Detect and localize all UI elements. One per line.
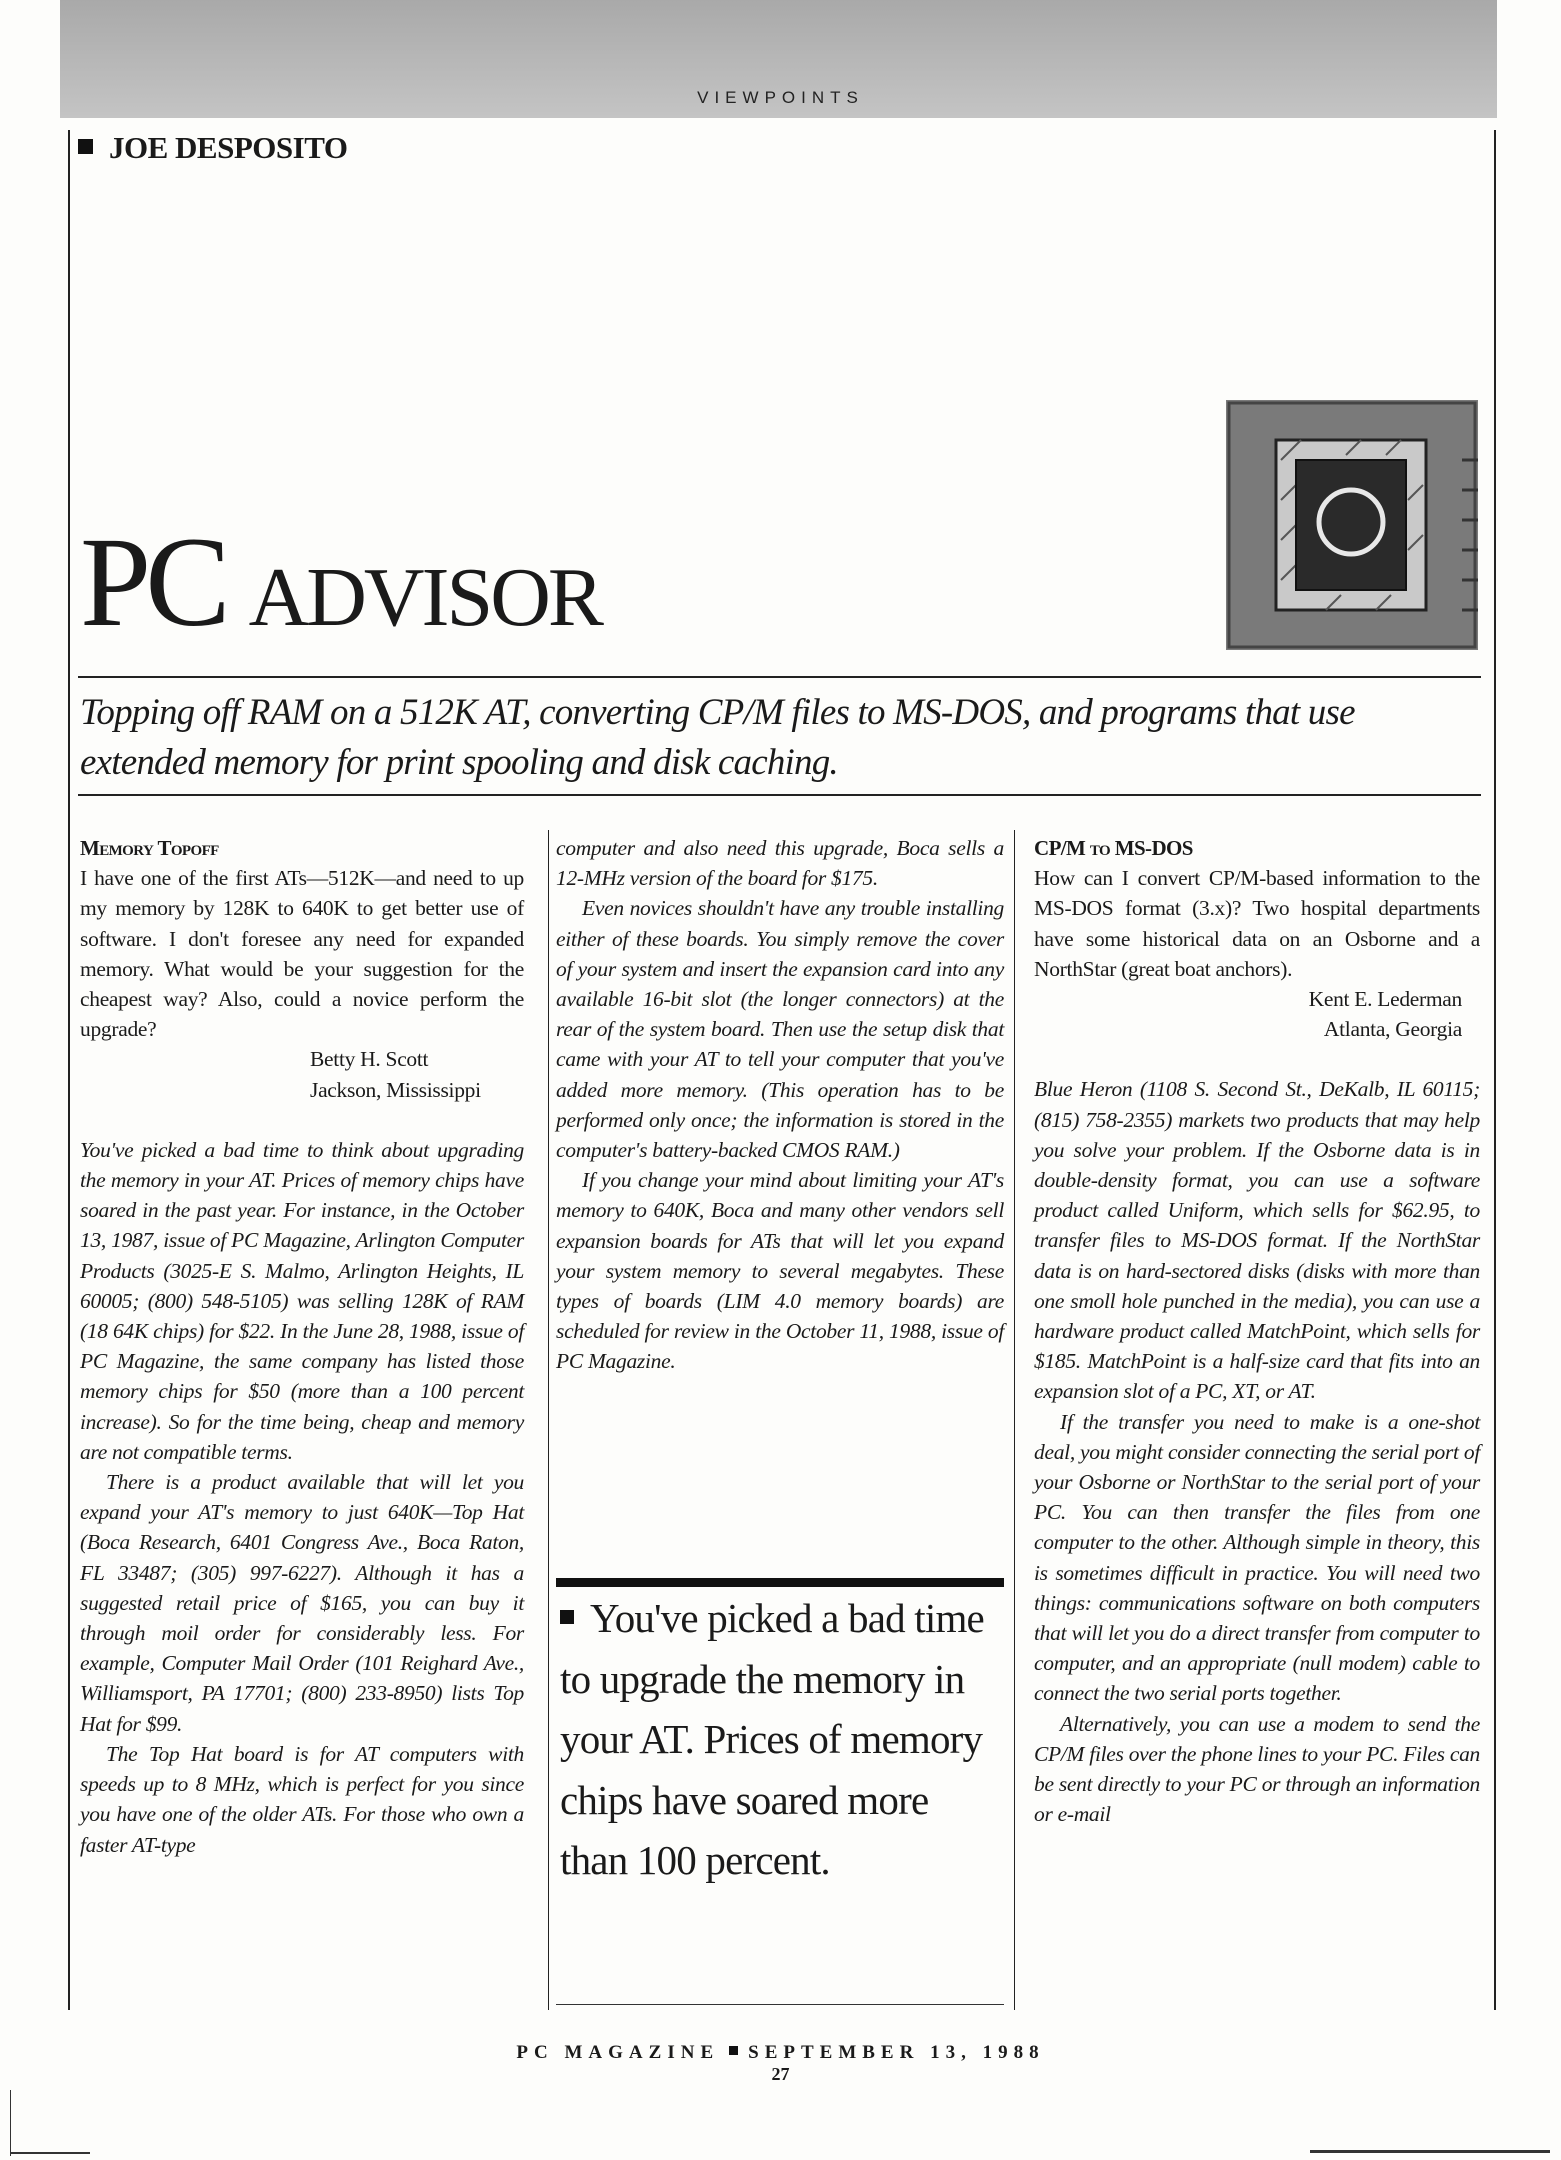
page-title [80, 511, 601, 653]
column-1 [80, 833, 524, 1860]
column-3 [1034, 833, 1480, 1830]
column-divider [1014, 830, 1015, 2010]
crop-mark [10, 2090, 11, 2156]
column-divider [548, 830, 549, 2010]
pullquote: You've picked a bad time to upgrade the memory in your AT. Prices of memory chips have soared more than 100 percent. [560, 1595, 984, 1883]
right-rule [1494, 130, 1496, 2010]
signature-name: Betty H. Scott [310, 1047, 429, 1072]
signature-name: Kent E. Lederman [1308, 987, 1462, 1012]
reader-question: I have one of the first ATs—512K—and need to up my memory by 128K to 640K to get better use of software. I don't foresee any need for expanded memory. What would be your suggestion for the cheapest way? Also, could a novice perform the upgrade? [80, 866, 524, 1042]
answer-paragraph: Blue Heron (1108 S. Second St., DeKalb, IL 60115; (815) 758-2355) markets two products that may help you solve your problem. If the Osborne data is in double-density format, you can use a software product called Uniform, which sells for $62.95, to transfer files to MS-DOS format. If the NorthStar data is on hard-sectored disks (disks with more than one smoll hole punched in the media), you can use a hardware product called MatchPoint, which sells for $185. MatchPoint is a half-size card that fits into an expansion slot of a PC, XT, or AT. [1034, 1077, 1480, 1404]
answer-paragraph: Even novices shouldn't have any trouble installing either of these boards. You simply remove the cover of your system and insert the expansion card into any available 16-bit slot (the longer connectors) at the rear of the system board. Then use the setup disk that came with your AT to tell your computer that you've added more memory. (This operation has to be performed only once; the information is stored in the computer's battery-backed CMOS RAM.) [556, 896, 1004, 1163]
answer-paragraph: If you change your mind about limiting your AT's memory to 640K, Boca and many other vendors sell expansion boards for ATs that will let you expand your system memory to several megabytes. These types of boards (LIM 4.0 memory boards) are scheduled for review in the October 11, 1988, issue of PC Magazine. [556, 1168, 1004, 1374]
author-byline: JOE DESPOSITO [78, 130, 347, 166]
crop-mark [1310, 2150, 1550, 2153]
answer-paragraph: computer and also need this upgrade, Boca sells a 12-MHz version of the board for $175. [556, 836, 1004, 891]
left-rule [68, 130, 70, 2010]
rule-top [78, 676, 1481, 678]
column-2 [556, 833, 1004, 1377]
page-footer [0, 2042, 1561, 2064]
bullet-square-icon [78, 139, 93, 154]
crop-mark [10, 2152, 90, 2154]
section-label: VIEWPOINTS [697, 88, 864, 107]
section-heading: Memory Topoff [80, 836, 219, 860]
answer-paragraph: There is a product available that will let you expand your AT's memory to just 640K—Top Hat (Boca Research, 6401 Congress Ave., Boca Raton, FL 33487; (305) 997-6227). Although it has a suggested retail price of $165, you can buy it through moil order for considerably less. For example, Computer Mail Order (101 Reighard Ave., Williamsport, PA 17701; (800) 233-8950) lists Top Hat for $99. [80, 1470, 524, 1736]
article-deck: Topping off RAM on a 512K AT, converting CP/M files to MS-DOS, and programs that use extended memory for print spooling and disk caching. [80, 692, 1355, 783]
magazine-name: PC MAGAZINE [516, 2042, 720, 2063]
page-number: 27 [771, 2064, 790, 2084]
answer-paragraph: Alternatively, you can use a modem to send the CP/M files over the phone lines to your PC. Files can be sent directly to your PC or through an information or e-mail [1034, 1711, 1480, 1827]
pullquote-bar [556, 1578, 1004, 1587]
issue-date: SEPTEMBER 13, 1988 [748, 2042, 1045, 2063]
section-heading: CP/M to MS-DOS [1034, 836, 1193, 860]
chip-icon [1226, 400, 1478, 650]
answer-paragraph: The Top Hat board is for AT computers with speeds up to 8 MHz, which is perfect for you since you have one of the older ATs. For those who own a faster AT-type [80, 1741, 524, 1857]
bullet-square-icon [729, 2046, 738, 2055]
pullquote-rule [556, 2004, 1004, 2005]
signature-place: Atlanta, Georgia [1323, 1017, 1462, 1042]
answer-paragraph: You've picked a bad time to think about upgrading the memory in your AT. Prices of memory chips have soared in the past year. For instance, in the October 13, 1987, issue of PC Magazine, Arlington Computer Products (3025-E S. Malmo, Arlington Heights, IL 60005; (800) 548-5105) was selling 128K of RAM (18 64K chips) for $22. In the June 28, 1988, issue of PC Magazine, the same company has listed those memory chips for $50 (more than a 100 percent increase). So for the time being, cheap and memory are not compatible terms. [80, 1137, 524, 1464]
answer-paragraph: If the transfer you need to make is a one-shot deal, you might consider connecting the serial port of your Osborne or NorthStar to the serial port of your PC. You can then transfer the files from one computer to the other. Although simple in theory, this is sometimes difficult in practice. You will need two things: communications software on both computers that will let you do a direct transfer from computer to computer, and an appropriate (null modem) cable to connect the two serial ports together. [1034, 1409, 1480, 1706]
title-sub: ADVISOR [248, 551, 601, 644]
bullet-square-icon [560, 1610, 574, 1624]
signature-place: Jackson, Mississippi [310, 1077, 481, 1102]
rule-bottom [78, 794, 1481, 796]
reader-question: How can I convert CP/M-based information to the MS-DOS format (3.x)? Two hospital departments have some historical data on an Osborne and a NorthStar (great boat anchors). [1034, 866, 1480, 981]
title-main: PC [80, 511, 225, 653]
